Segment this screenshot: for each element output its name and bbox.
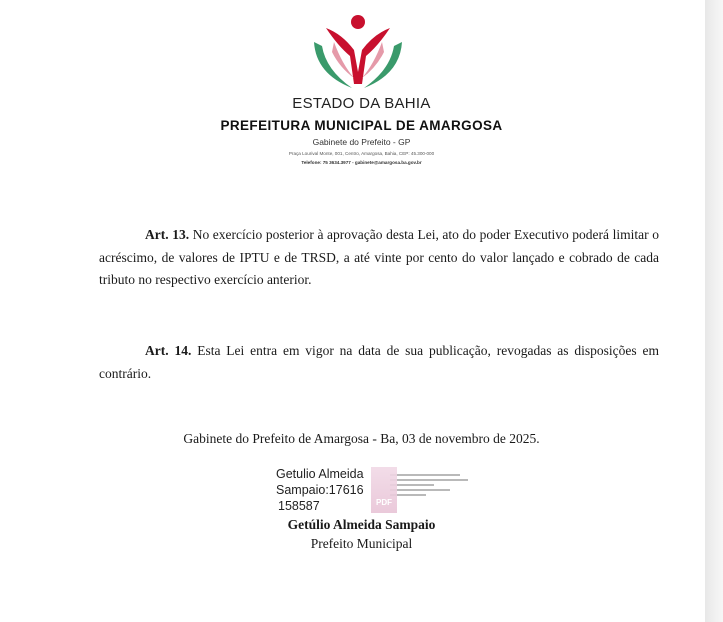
signature-line-1: Getulio Almeida xyxy=(276,467,364,481)
page-edge xyxy=(705,0,723,622)
signature-line-3: 158587 xyxy=(278,499,320,513)
article-13 xyxy=(99,224,659,292)
article-13-label: Art. 13. xyxy=(145,227,190,242)
place-date: Gabinete do Prefeito de Amargosa - Ba, 03 de novembro de 2025. xyxy=(183,431,540,446)
digital-signature-text xyxy=(276,466,386,514)
article-14-text-1: Esta Lei entra em vigor na data de sua publicação, revogadas as disposições xyxy=(197,343,637,358)
article-13-text-1: No exercício posterior à aprovação desta Lei, ato do poder Executivo poderá xyxy=(192,227,610,242)
header-contact: Telefone: 75 3634.3977 - gabinete@amargosa.ba.gov.br xyxy=(301,160,422,165)
signer-name: Getúlio Almeida Sampaio xyxy=(287,517,436,532)
signer-role: Prefeito Municipal xyxy=(310,536,413,551)
article-14 xyxy=(99,340,659,385)
pdf-badge-label: PDF xyxy=(376,498,392,507)
signature-line-2: Sampaio:17616 xyxy=(276,483,364,497)
header-state: ESTADO DA BAHIA xyxy=(292,95,431,112)
article-13-text-3: cobrado de cada tributo no respectivo exercício anterior. xyxy=(99,249,660,287)
header-prefeitura: PREFEITURA MUNICIPAL DE AMARGOSA xyxy=(220,118,503,133)
article-13-text-2: limitar o acréscimo, de valores de IPTU e de TRSD, a até vinte por cento do valor lançado e xyxy=(99,227,660,265)
header-gabinete: Gabinete do Prefeito - GP xyxy=(312,137,411,147)
header-address: Praça Lourival Monte, 001, Centro, Amargosa, Bahia, CEP: 45.300-000 xyxy=(288,151,435,156)
article-14-label: Art. 14. xyxy=(145,343,192,358)
article-14-text-2: em contrário. xyxy=(99,343,660,381)
municipal-logo xyxy=(312,12,404,90)
